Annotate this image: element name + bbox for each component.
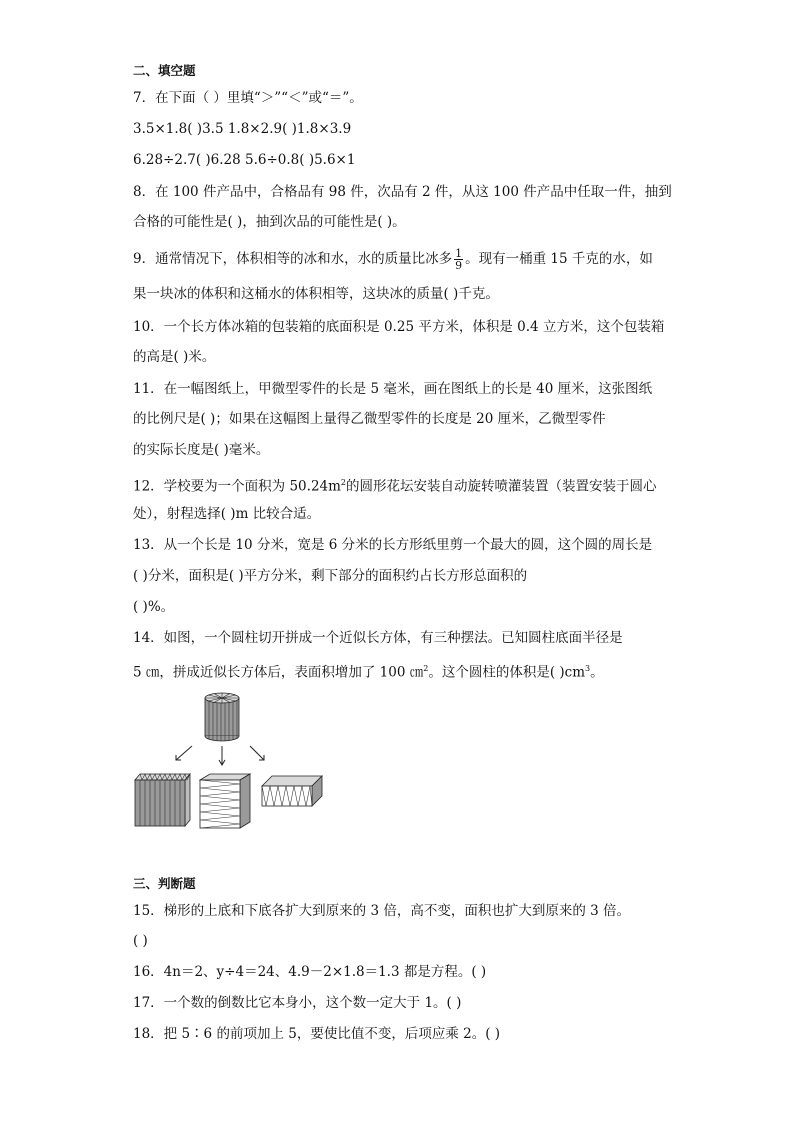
q16-line: 16．4n＝2、y÷4＝24、4.9－2×1.8＝1.3 都是方程。( ) — [133, 964, 487, 980]
q11-line-3: 的实际长度是( )毫米。 — [133, 442, 270, 458]
q7-row-1: 3.5×1.8( )3.5 1.8×2.9( )1.8×3.9 — [133, 121, 352, 137]
q18-line: 18．把 5∶6 的前项加上 5，要使比值不变，后项应乘 2。( ) — [133, 1026, 501, 1042]
block-stacked — [200, 774, 250, 828]
q7-row-2: 6.28÷2.7( )6.28 5.6÷0.8( )5.6×1 — [133, 152, 356, 168]
q14-line-2 — [133, 660, 604, 682]
block-lying — [262, 776, 322, 806]
q14-text-pre: 5 ㎝，拼成近似长方体后，表面积增加了 100 ㎝ — [133, 664, 424, 681]
q10-line-1: 10．一个长方体冰箱的包装箱的底面积是 0.25 平方米，体积是 0.4 立方米，这个包装箱 — [133, 319, 665, 335]
section-heading-fill-in: 二、填空题 — [133, 63, 196, 78]
q13-line-3: ( )%。 — [133, 599, 175, 615]
q9-text-post: 。现有一桶重 15 千克的水，如 — [465, 251, 653, 267]
q9-fraction — [454, 248, 463, 271]
cylinder-shape — [205, 693, 239, 741]
q15-line-2: ( ) — [133, 933, 148, 949]
q14-superscript-volume: 3 — [585, 664, 591, 673]
q9-line-2: 果一块冰的体积和这桶水的体积相等，这块冰的质量( )千克。 — [133, 286, 499, 302]
q9-fraction-numerator: 1 — [455, 247, 463, 260]
q14-line-1: 14．如图，一个圆柱切开拼成一个近似长方体，有三种摆法。已知圆柱底面半径是 — [133, 630, 623, 646]
q12-line-1 — [133, 474, 657, 496]
q14-superscript-area: 2 — [423, 664, 429, 673]
q12-text-post: 的圆形花坛安装自动旋转喷灌装置（装置安装于圆心 — [346, 478, 657, 495]
q9-line-1 — [133, 248, 653, 271]
q14-text-mid: 。这个圆柱的体积是( )cm — [428, 664, 586, 681]
q17-line: 17．一个数的倒数比它本身小，这个数一定大于 1。( ) — [133, 995, 462, 1011]
q8-line-1: 8．在 100 件产品中，合格品有 98 件，次品有 2 件，从这 100 件产品中任取一件，抽到 — [133, 184, 672, 200]
q13-line-2: ( )分米，面积是( )平方分米，剩下部分的面积约占长方形总面积的 — [133, 568, 528, 584]
q12-superscript: 2 — [340, 478, 347, 487]
q9-text-pre: 9．通常情况下，体积相等的冰和水，水的质量比冰多 — [133, 251, 453, 267]
q7-stem: 7．在下面（ ）里填“＞”“＜”或“＝”。 — [133, 90, 363, 106]
q9-fraction-denominator: 9 — [455, 259, 463, 272]
block-standing — [135, 774, 190, 826]
section-heading-true-false: 三、判断题 — [133, 876, 196, 891]
q8-line-2: 合格的可能性是( )，抽到次品的可能性是( )。 — [133, 214, 406, 230]
q11-line-2: 的比例尺是( )；如果在这幅图上量得乙微型零件的长度是 20 厘米，乙微型零件 — [133, 411, 606, 427]
q12-text-pre: 12．学校要为一个面积为 50.24m — [133, 478, 341, 495]
arrow-icons — [176, 746, 264, 765]
q10-line-2: 的高是( )米。 — [133, 349, 216, 365]
q14-text-post: 。 — [590, 664, 604, 681]
q13-line-1: 13．从一个长是 10 分米，宽是 6 分米的长方形纸里剪一个最大的圆，这个圆的周长是 — [133, 537, 653, 553]
q12-line-2: 处），射程选择( )m 比较合适。 — [133, 506, 321, 522]
q15-line-1: 15．梯形的上底和下底各扩大到原来的 3 倍，高不变，面积也扩大到原来的 3 倍。 — [133, 903, 631, 919]
q11-line-1: 11．在一幅图纸上，甲微型零件的长是 5 毫米，画在图纸上的长是 40 厘米，这张图纸 — [133, 381, 653, 397]
cylinder-cut-figure — [130, 688, 330, 838]
